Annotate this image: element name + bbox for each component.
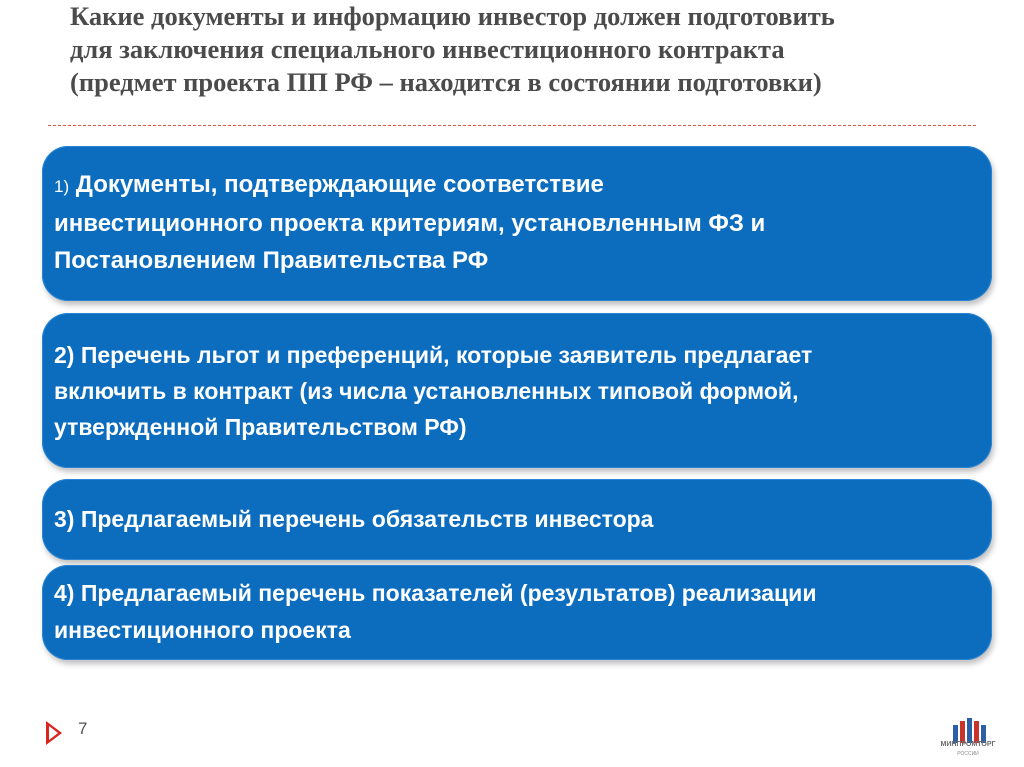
title-line-2: для заключения специального инвестиционного контракта xyxy=(70,34,785,64)
item-1-line-2: инвестиционного проекта критериям, установленным ФЗ и xyxy=(54,210,766,237)
item-2-line-2: включить в контракт (из числа установленных типовой формой, xyxy=(54,378,799,404)
item-box-1 xyxy=(42,146,992,301)
item-box-3 xyxy=(42,479,992,560)
item-2-line-3: утвержденной Правительством РФ) xyxy=(54,414,467,440)
item-1-line-3: Постановлением Правительства РФ xyxy=(54,247,489,274)
item-1-text xyxy=(54,166,972,279)
page-number: 7 xyxy=(78,719,88,738)
item-2-text xyxy=(54,337,972,445)
item-4-line-2: инвестиционного проекта xyxy=(54,617,351,643)
item-3-line-1: 3) Предлагаемый перечень обязательств инвестора xyxy=(54,506,654,532)
item-1-line-1: Документы, подтверждающие соответствие xyxy=(75,171,604,198)
title-divider xyxy=(48,125,976,126)
item-4-text xyxy=(54,575,972,649)
item-box-4 xyxy=(42,565,992,660)
item-2-line-1: 2) Перечень льгот и преференций, которые заявитель предлагает xyxy=(54,342,813,368)
slide-title xyxy=(70,0,1000,99)
footer-arrow-icon xyxy=(46,721,62,745)
item-3-text xyxy=(54,501,972,538)
title-line-1: Какие документы и информацию инвестор должен подготовить xyxy=(70,1,835,31)
logo-subtext: РОССИИ xyxy=(957,751,979,757)
item-4-line-1: 4) Предлагаемый перечень показателей (результатов) реализации xyxy=(54,580,817,606)
item-box-2 xyxy=(42,313,992,468)
logo-text: МИНПРОМТОРГ xyxy=(940,741,996,748)
title-line-3: (предмет проекта ПП РФ – находится в состоянии подготовки) xyxy=(70,67,822,97)
item-1-number: 1) xyxy=(54,177,70,196)
